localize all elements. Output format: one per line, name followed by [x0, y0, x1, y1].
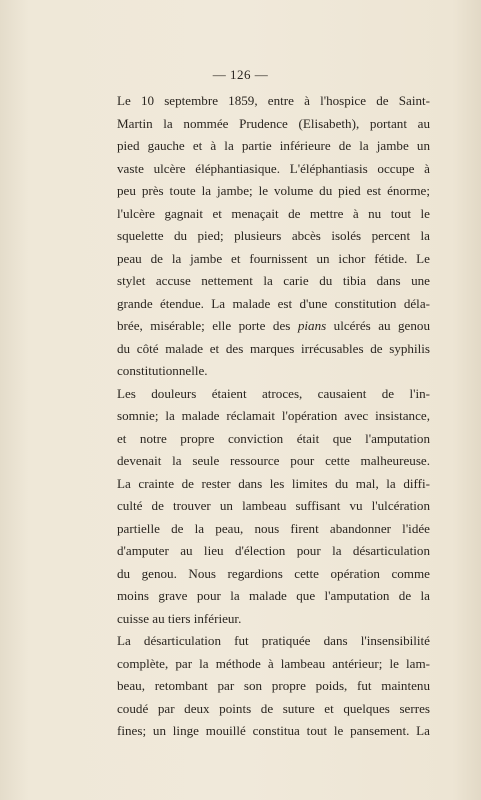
text-line: partielle de la peau, nous firent abandonner l'idée — [117, 520, 430, 536]
text-line: stylet accuse nettement la carie du tibia dans une — [117, 273, 430, 288]
text-line: La désarticulation fut pratiquée dans l'insensibilité — [117, 633, 430, 648]
text-line: Les douleurs étaient atroces, causaient de l'in- — [117, 385, 430, 401]
text-line: vaste ulcère éléphantiasique. L'éléphantiasis occupe à — [117, 160, 430, 176]
text-line: cuisse au tiers inférieur. — [117, 610, 242, 626]
text-line: brée, misérable; elle porte des pians ulcérés au genou — [117, 318, 430, 333]
text-line: fines; un linge mouillé constitua tout le pansement. La — [117, 723, 430, 738]
page-number: — 126 — — [212, 67, 269, 82]
paragraph-2 — [117, 383, 430, 631]
text-line: moins grave pour la malade que l'amputation de la — [117, 588, 430, 603]
text-line: squelette du pied; plusieurs abcès isolés percent la — [117, 228, 430, 243]
paragraph-3 — [117, 630, 430, 743]
body-text — [117, 90, 430, 743]
italic-word: pians — [297, 318, 327, 333]
text-line: complète, par la méthode à lambeau antérieur; le lam- — [117, 655, 430, 671]
text-line: Le 10 septembre 1859, entre à l'hospice de Saint- — [117, 93, 430, 108]
text-line: peu près toute la jambe; le volume du pied est énorme; — [117, 183, 430, 198]
text-line: pied gauche et à la partie inférieure de la jambe un — [117, 138, 430, 153]
text-line: devenait la seule ressource pour cette malheureuse. — [117, 453, 430, 468]
text-line: l'ulcère gagnait et menaçait de mettre à nu tout le — [117, 205, 430, 221]
text-line: culté de trouver un lambeau suffisant vu l'ulcération — [117, 498, 430, 513]
text-line: beau, retombant par son propre poids, fut maintenu — [117, 678, 430, 693]
text-line: du côté malade et des marques irrécusables de syphilis — [117, 340, 430, 356]
text-line: constitutionnelle. — [117, 363, 208, 378]
text-line: grande étendue. La malade est d'une constitution déla- — [117, 295, 430, 311]
paragraph-1 — [117, 90, 430, 383]
text-line: La crainte de rester dans les limites du mal, la diffi- — [117, 475, 430, 491]
text-line: somnie; la malade réclamait l'opération avec insistance, — [117, 408, 430, 423]
text-line: coudé par deux points de suture et quelques serres — [117, 700, 430, 716]
text-line: d'amputer au lieu d'élection pour la désarticulation — [117, 543, 430, 558]
text-line: peau de la jambe et fournissent un ichor fétide. Le — [117, 250, 430, 266]
text-line: Martin la nommée Prudence (Elisabeth), portant au — [117, 115, 430, 131]
text-line: et notre propre conviction était que l'amputation — [117, 430, 430, 446]
text-line: du genou. Nous regardions cette opération comme — [117, 565, 430, 581]
